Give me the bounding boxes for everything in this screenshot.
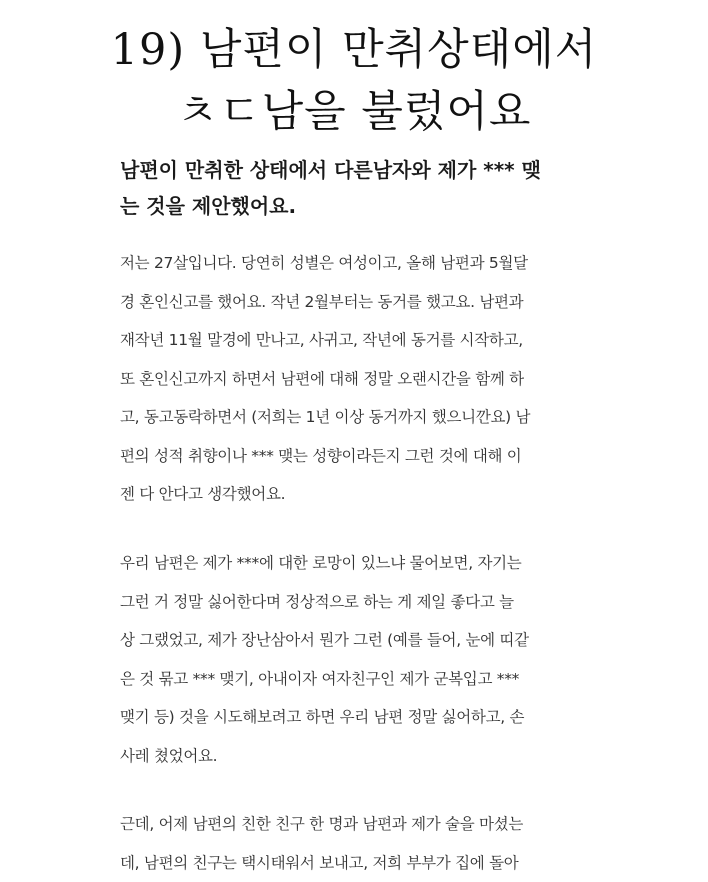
title-line-1: 19) 남편이 만취상태에서 <box>110 25 598 75</box>
paragraph-2 <box>120 544 590 775</box>
paragraph-line: 데, 남편의 친구는 택시태워서 보내고, 저희 부부가 집에 돌아 <box>120 853 519 872</box>
paragraph-line: 그런 거 정말 싫어한다며 정상적으로 하는 게 제일 좋다고 늘 <box>120 592 514 611</box>
subheading <box>120 152 590 224</box>
paragraph-line: 또 혼인신고까지 하면서 남편에 대해 정말 오랜시간을 함께 하 <box>120 369 524 388</box>
paragraph-1 <box>120 244 590 514</box>
subheading-line-1: 남편이 만취한 상태에서 다른남자와 제가 *** 맺 <box>120 158 541 182</box>
paragraph-line: 재작년 11월 말경에 만나고, 사귀고, 작년에 동거를 시작하고, <box>120 331 523 349</box>
paragraph-3 <box>120 805 590 882</box>
paragraph-line: 사레 쳤었어요. <box>120 746 218 765</box>
paragraph-line: 편의 성적 취향이나 *** 맺는 성향이라든지 그런 것에 대해 이 <box>120 446 522 465</box>
title-line-2: ㅊㄷ남을 불렀어요 <box>176 87 532 137</box>
paragraph-line: 상 그랬었고, 제가 장난삼아서 뭔가 그런 (예를 들어, 눈에 띠같 <box>120 631 529 649</box>
paragraph-line: 우리 남편은 제가 ***에 대한 로망이 있느냐 물어보면, 자기는 <box>120 554 522 572</box>
paragraph-line: 맺기 등) 것을 시도해보려고 하면 우리 남편 정말 싫어하고, 손 <box>120 708 525 726</box>
paragraph-line: 저는 27살입니다. 당연히 성별은 여성이고, 올해 남편과 5월달 <box>120 254 528 272</box>
paragraph-line: 은 것 묶고 *** 맺기, 아내이자 여자친구인 제가 군복입고 *** <box>120 669 520 688</box>
paragraph-line: 고, 동고동락하면서 (저희는 1년 이상 동거까지 했으니깐요) 남 <box>120 408 531 426</box>
paragraph-line: 경 혼인신고를 했어요. 작년 2월부터는 동거를 했고요. 남편과 <box>120 292 524 311</box>
paragraph-line: 근데, 어제 남편의 친한 친구 한 명과 남편과 제가 술을 마셨는 <box>120 815 524 833</box>
subheading-line-2: 는 것을 제안했어요. <box>120 194 297 218</box>
paragraph-line: 젠 다 안다고 생각했어요. <box>120 485 286 503</box>
